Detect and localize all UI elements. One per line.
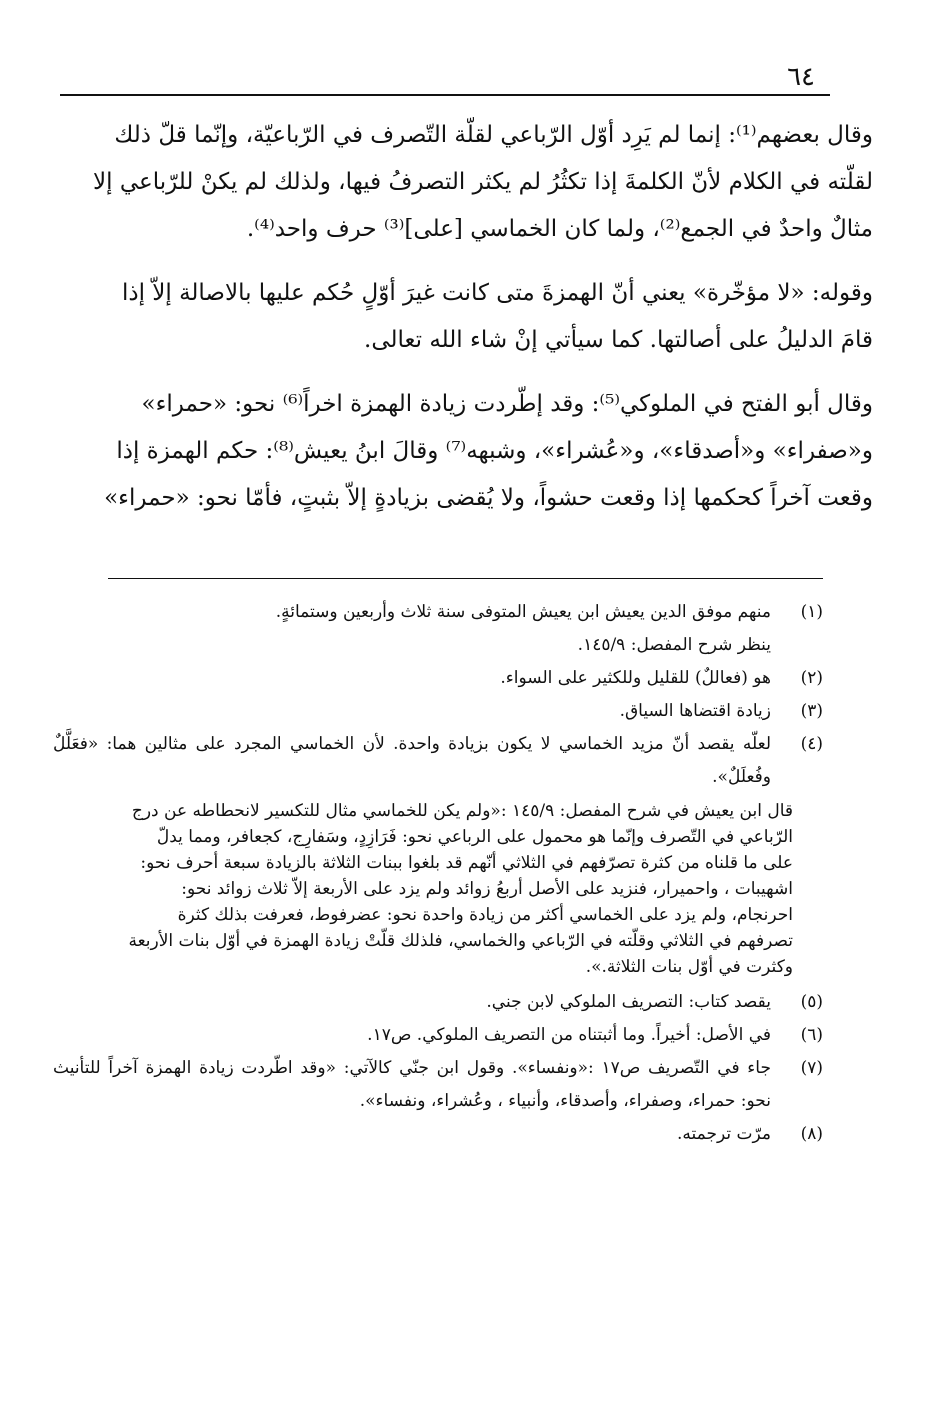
- footnote-2: [53, 662, 823, 695]
- footnote-5: [53, 986, 823, 1019]
- footnote-7: [53, 1052, 823, 1118]
- footnote-text: جاء في التّصريف ص١٧ :«ونفساء». وقول ابن جنّي كالآتي: «وقد اطّردت زيادة الهمزة آخراً للتأنيث نحو: حمراء، وصفراء، وأصدقاء، وأنبياء ، وعُشراء، ونفساء».: [53, 1058, 771, 1111]
- header-rule: [60, 94, 830, 96]
- footnote-number: (٨): [800, 1124, 823, 1144]
- footnote-rule: [108, 578, 823, 579]
- quote-line: على ما قلناه من كثرة تصرّفهم في الثلاثي أنّهم قد بلغوا ببنات الثلاثة بالزيادة سبعة أحرف نحو:: [140, 853, 793, 873]
- footnote-number: (٤): [800, 734, 823, 754]
- quote-line: الرّباعي في التّصرف وإنّما هو محمول على الرباعي نحو: فَرَازِدٍ، وسَفارِج، كجعافر، ومما يدلّ: [156, 827, 793, 847]
- quote-line: وكثرت في أوّل بنات الثلاثة.».: [585, 957, 793, 977]
- quote-line: قال ابن يعيش في شرح المفصل: ١٤٥/٩ :«ولم يكن للخماسي مثال للتكسير لانحطاطه عن درج: [131, 801, 793, 821]
- footnote-8: [53, 1118, 823, 1151]
- footnote-1-reference: ينظر شرح المفصل: ١٤٥/٩.: [577, 635, 771, 655]
- footnote-text: زيادة اقتضاها السياق.: [619, 701, 771, 721]
- text-line: وقوله: «لا مؤخّرة» يعني أنّ الهمزةَ متى كانت غيرَ أوّلٍ حُكم عليها بالاصالة إلاّ إذا: [121, 280, 873, 306]
- footnote-text: لعلّه يقصد أنّ مزيد الخماسي لا يكون بزيادة واحدة. لأن الخماسي المجرد على مثالين هما: «فعَلَّلٌ وفُعلَلٌ».: [53, 734, 771, 787]
- text-line: لقلّته في الكلام لأنّ الكلمةَ إذا تكثُرُ لم يكثر التصرفُ فيها، ولذلك لم يكنْ للرّباعي إلا: [93, 169, 873, 195]
- footnote-number: (١): [800, 602, 823, 622]
- footnote-number: (٧): [800, 1058, 823, 1078]
- footnote-text: هو (فعاللٌ) للقليل وللكثير على السواء.: [500, 668, 771, 688]
- page-number: ٦٤: [787, 62, 815, 92]
- footnote-text: منهم موفق الدين يعيش ابن يعيش المتوفى سنة ثلاث وأربعين وستمائةٍ.: [275, 602, 771, 622]
- footnote-3: [53, 695, 823, 728]
- footnote-number: (٣): [800, 701, 823, 721]
- footnote-6: [53, 1019, 823, 1052]
- text-line: قامَ الدليلُ على أصالتها. كما سيأتي إنْ شاء الله تعالى.: [364, 327, 873, 353]
- text-line: مثالٌ واحدٌ في الجمع⁽²⁾، ولما كان الخماسي [على]⁽³⁾ حرف واحد⁽⁴⁾.: [246, 216, 873, 242]
- paragraph-1: [58, 112, 873, 253]
- footnote-text: في الأصل: أخيراً. وما أثبتناه من التصريف الملوكي. ص١٧.: [367, 1025, 771, 1045]
- text-line: وقعت آخراً كحكمها إذا وقعت حشواً، ولا يُقضى بزيادةٍ إلاّ بثبتٍ، فأمّا نحو: «حمراء»: [104, 485, 873, 511]
- text-line: وقال بعضهم⁽¹⁾: إنما لم يَرِد أوّل الرّباعي لقلّة التّصرف في الرّباعيّة، وإنّما قلّ ذلك: [114, 122, 873, 148]
- paragraph-3: [58, 381, 873, 522]
- footnote-4: [53, 728, 823, 794]
- footnote-number: (٦): [800, 1025, 823, 1045]
- quote-line: احرنجام، ولم يزد على الخماسي أكثر من زيادة واحدة نحو: عضرفوط، فعرفت بذلك كثرة: [177, 905, 793, 925]
- footnote-4-quote: [53, 798, 823, 980]
- footnote-text: مرّت ترجمته.: [677, 1124, 771, 1144]
- footnote-number: (٢): [800, 668, 823, 688]
- footnote-text: يقصد كتاب: التصريف الملوكي لابن جني.: [486, 992, 771, 1012]
- text-line: وقال أبو الفتح في الملوكي⁽⁵⁾: وقد إطّردت زيادة الهمزة اخراً⁽⁶⁾ نحو: «حمراء»: [141, 391, 873, 417]
- quote-line: اشهيبات ، واحميرار، فنزيد على الأصل أربعُ زوائد ولم يزد على الأربعة إلاّ ثلاث زوائد نحو:: [181, 879, 793, 899]
- quote-line: تصرفهم في الثلاثي وقلّته في الرّباعي والخماسي، فلذلك قلّتْ زيادة الهمزة في أوّل بنات الأربعة: [128, 931, 793, 951]
- main-text: [58, 112, 873, 522]
- paragraph-2: [58, 270, 873, 364]
- footnote-1: [53, 596, 823, 629]
- footnote-number: (٥): [800, 992, 823, 1012]
- text-line: و«صفراء» و«أصدقاء»، و«عُشراء»، وشبهه⁽⁷⁾ وقالَ ابنُ يعيش⁽⁸⁾: حكم الهمزة إذا: [116, 438, 873, 464]
- footnotes: [53, 596, 823, 1151]
